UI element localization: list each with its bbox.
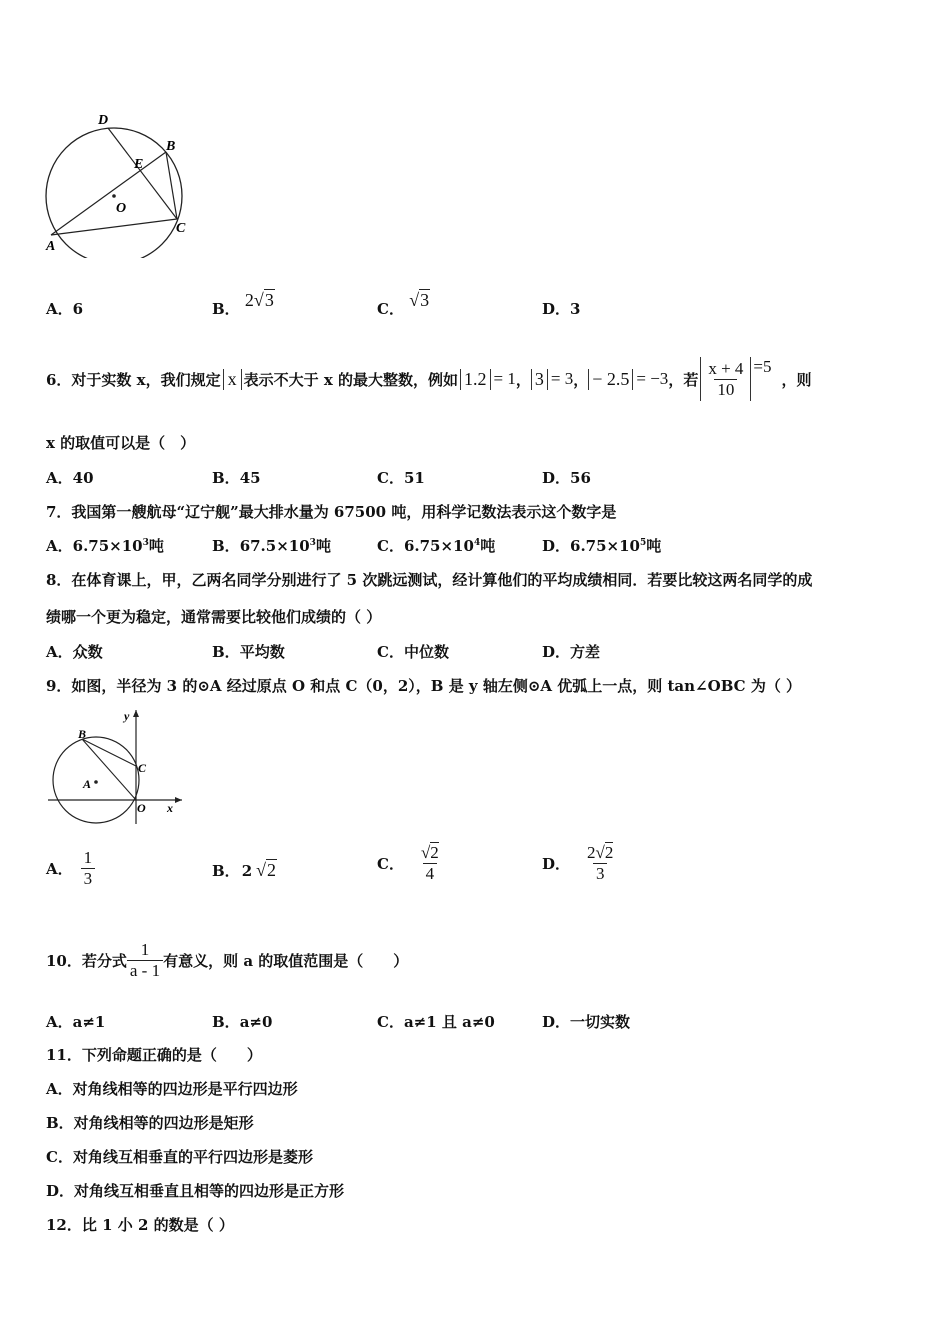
label-c: C <box>176 221 186 236</box>
coordinate-circle-figure-q9 <box>44 706 186 828</box>
q8-option-a[interactable]: A．众数 <box>46 643 103 661</box>
q5-option-c[interactable] <box>377 290 430 318</box>
floor-bracket: x <box>223 369 242 390</box>
label-c: C <box>138 761 147 775</box>
q8-line1: 8．在体育课上，甲，乙两名同学分别进行了 5 次跳远测试，经计算他们的平均成绩相同．若要比较这两名同学的成 <box>46 571 813 589</box>
label-o: O <box>116 201 127 216</box>
q11-option-d[interactable]: D．对角线互相垂直且相等的四边形是正方形 <box>46 1182 345 1200</box>
sqrt-expression: 2√3 <box>244 290 274 310</box>
q11-option-a[interactable]: A．对角线相等的四边形是平行四边形 <box>46 1080 298 1098</box>
label-b: B <box>166 139 176 154</box>
q10-stem: 10．若分式 $\frac{1}{a - 1}$ 有意义，则 a 的取值范围是（ ） <box>46 939 409 980</box>
option-letter: B． <box>212 300 240 318</box>
q12-stem: 12．比 1 小 2 的数是（ ） <box>46 1216 234 1234</box>
q5-option-d[interactable] <box>542 298 580 319</box>
q11-option-c[interactable]: C．对角线互相垂直的平行四边形是菱形 <box>46 1148 313 1166</box>
q10-option-d[interactable]: D．一切实数 <box>542 1013 631 1031</box>
q5-option-a[interactable] <box>46 298 83 319</box>
option-text: 6 <box>72 300 84 318</box>
q11-option-b[interactable]: B．对角线相等的四边形是矩形 <box>46 1114 254 1132</box>
q8-option-d[interactable]: D．方差 <box>542 643 601 661</box>
q6-option-b[interactable]: B．45 <box>212 469 261 487</box>
sqrt-expression: √3 <box>409 290 430 310</box>
label-a: A <box>46 239 56 254</box>
q10-option-c[interactable]: C．a≠1 且 a≠0 <box>377 1013 495 1031</box>
floor-example-3: − 2.5 <box>588 369 633 390</box>
q9-option-d[interactable]: D． $\frac{2√2}{3}$ <box>542 843 614 883</box>
floor-example-1: 1.2 <box>460 369 491 390</box>
q7-option-a[interactable]: A．$6.75\times 10^3$吨 <box>46 537 164 555</box>
q9-option-a[interactable]: A． $\frac{1}{3}$ <box>46 848 95 888</box>
q6-stem: 6．对于实数 x，我们规定 x 表示不大于 x 的最大整数，例如 1.2 = 1 ， 3 = 3 ， − 2.5 = −3 ，若 $\frac{x + 4}{10}$ =5 ，则 <box>46 344 812 414</box>
label-d: D <box>98 113 109 128</box>
q5-option-b[interactable] <box>212 290 275 318</box>
floor-example-2: 3 <box>531 369 548 390</box>
q7-stem: 7．我国第一艘航母“辽宁舰”最大排水量为 67500 吨，用科学记数法表示这个数字是 <box>46 503 617 521</box>
label-e: E <box>134 157 144 172</box>
q7-option-b[interactable]: B．$67.5\times 10^3$吨 <box>212 537 331 555</box>
option-text: 3 <box>570 300 581 318</box>
q7-option-c[interactable]: C．$6.75\times 10^4$吨 <box>377 537 496 555</box>
q8-option-b[interactable]: B．平均数 <box>212 643 285 661</box>
label-x: x <box>167 801 173 815</box>
option-letter: D． <box>542 300 571 318</box>
q8-option-c[interactable]: C．中位数 <box>377 643 449 661</box>
q9-option-b[interactable]: B． 2 √2 <box>212 860 277 880</box>
q6-option-c[interactable]: C．51 <box>377 469 425 487</box>
label-y: y <box>124 709 130 723</box>
q9-option-c[interactable]: C． $\frac{√2}{4}$ <box>377 843 439 883</box>
q11-stem: 11．下列命题正确的是（ ） <box>46 1046 262 1064</box>
q9-stem: 9．如图，半径为 3 的⊙A 经过原点 O 和点 C（0，2），B 是 y 轴左侧⊙A 优弧上一点，则 tan∠OBC 为（ ） <box>46 677 802 695</box>
q6-option-d[interactable]: D．56 <box>542 469 591 487</box>
fraction-1-over-a-minus-1: $\frac{1}{a - 1}$ <box>127 940 163 980</box>
option-letter: A． <box>46 300 73 318</box>
circle-figure-q5 <box>38 108 198 258</box>
q10-option-a[interactable]: A．a≠1 <box>46 1013 106 1031</box>
q6-line2: x 的取值可以是（ ） <box>46 434 196 452</box>
q8-line2: 绩哪一个更为稳定，通常需要比较他们成绩的（ ） <box>46 608 382 626</box>
floor-fraction: $\frac{x + 4}{10}$ <box>700 357 751 401</box>
label-a: A <box>83 777 92 791</box>
option-letter: C． <box>377 300 404 318</box>
q6-option-a[interactable]: A．40 <box>46 469 94 487</box>
q7-option-d[interactable]: D．$6.75\times 10^5$吨 <box>542 537 662 555</box>
q10-option-b[interactable]: B．a≠0 <box>212 1013 273 1031</box>
label-b: B <box>78 727 87 741</box>
label-o: O <box>137 801 146 815</box>
